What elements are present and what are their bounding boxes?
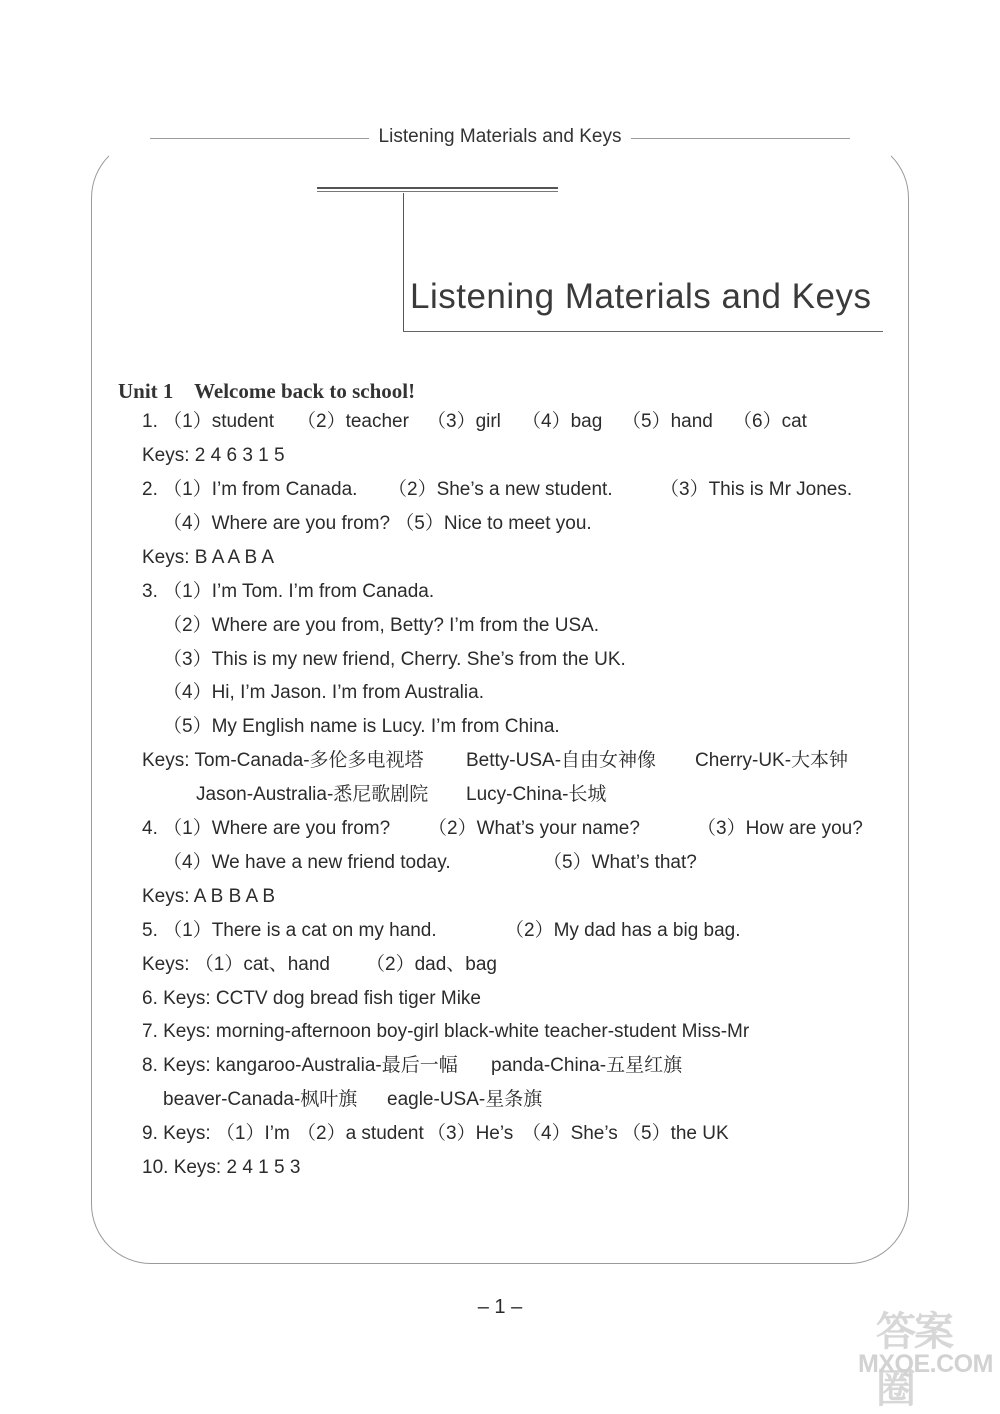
answer-line-13-segment-3: （3）How are you?: [697, 818, 863, 839]
unit-name: Welcome back to school!: [194, 379, 416, 403]
answer-line-12-segment-1: Jason-Australia-悉尼歌剧院: [196, 784, 429, 805]
watermark-url: MXQE.COM: [858, 1350, 993, 1378]
answer-line-20-segment-2: panda-China-五星红旗: [491, 1055, 683, 1076]
answer-line-22-segment-5: （5）the UK: [622, 1123, 729, 1144]
answer-line-22-segment-1: 9. Keys: （1）I’m: [142, 1123, 290, 1144]
answer-line-11-segment-1: Keys: Tom-Canada-多伦多电视塔: [142, 750, 424, 771]
title-decoration-bottom: [403, 331, 883, 332]
answer-line-22-segment-3: （3）He’s: [427, 1123, 514, 1144]
answer-line-4-segment-1: （4）Where are you from? （5）Nice to meet you.: [163, 513, 592, 534]
answer-line-1-segment-1: 1. （1）student: [142, 411, 275, 432]
answer-line-8-segment-1: （3）This is my new friend, Cherry. She’s from the UK.: [163, 649, 626, 670]
answer-line-17-segment-2: （2）dad、bag: [366, 954, 497, 975]
unit-heading: [118, 379, 415, 404]
answer-line-19-segment-1: 7. Keys: morning-afternoon boy-girl black-white teacher-student Miss-Mr: [142, 1021, 750, 1042]
page-header-title: Listening Materials and Keys: [378, 126, 622, 147]
answer-line-16-segment-1: 5. （1）There is a cat on my hand.: [142, 920, 437, 941]
answer-line-15-segment-1: Keys: A B B A B: [142, 886, 276, 907]
answer-line-13-segment-2: （2）What’s your name?: [428, 818, 640, 839]
answer-line-18-segment-1: 6. Keys: CCTV dog bread fish tiger Mike: [142, 988, 481, 1009]
section-title: Listening Materials and Keys: [410, 277, 872, 316]
answer-line-3-segment-1: 2. （1）I’m from Canada.: [142, 479, 358, 500]
answer-line-22-segment-4: （4）She’s: [522, 1123, 618, 1144]
answer-line-2-segment-1: Keys: 2 4 6 3 1 5: [142, 445, 285, 466]
title-decoration-vertical: [403, 193, 404, 332]
answer-line-14-segment-1: （4）We have a new friend today.: [163, 852, 451, 873]
answer-line-1-segment-2: （2）teacher: [297, 411, 409, 432]
answer-line-10-segment-1: （5）My English name is Lucy. I’m from China.: [163, 716, 560, 737]
answer-line-6-segment-1: 3. （1）I’m Tom. I’m from Canada.: [142, 581, 435, 602]
answer-line-1-segment-3: （3）girl: [427, 411, 501, 432]
answer-line-9-segment-1: （4）Hi, I’m Jason. I’m from Australia.: [163, 682, 484, 703]
answer-line-11-segment-3: Cherry-UK-大本钟: [695, 750, 849, 771]
watermark-text: 答案圈: [876, 1309, 952, 1412]
answer-line-1-segment-6: （6）cat: [733, 411, 807, 432]
answer-line-23-segment-1: 10. Keys: 2 4 1 5 3: [142, 1157, 301, 1178]
title-decoration-top-thin: [317, 191, 558, 192]
answer-line-17-segment-1: Keys: （1）cat、hand: [142, 954, 330, 975]
title-decoration-top-thick: [317, 187, 558, 189]
watermark-logo: [858, 1300, 993, 1412]
unit-label: Unit 1: [118, 379, 174, 403]
answer-line-12-segment-2: Lucy-China-长城: [466, 784, 607, 805]
answer-line-16-segment-2: （2）My dad has a big bag.: [505, 920, 741, 941]
answer-line-3-segment-3: （3）This is Mr Jones.: [660, 479, 853, 500]
answer-line-7-segment-1: （2）Where are you from, Betty? I’m from the USA.: [163, 615, 600, 636]
page-number: – 1 –: [477, 1296, 523, 1318]
answer-line-21-segment-1: beaver-Canada-枫叶旗: [163, 1089, 358, 1110]
answer-line-5-segment-1: Keys: B A A B A: [142, 547, 275, 568]
answer-line-3-segment-2: （2）She’s a new student.: [388, 479, 613, 500]
answer-line-22-segment-2: （2）a student: [297, 1123, 424, 1144]
answer-line-21-segment-2: eagle-USA-星条旗: [387, 1089, 543, 1110]
answer-line-14-segment-2: （5）What’s that?: [543, 852, 697, 873]
answer-line-13-segment-1: 4. （1）Where are you from?: [142, 818, 391, 839]
answer-line-1-segment-5: （5）hand: [622, 411, 713, 432]
answer-line-1-segment-4: （4）bag: [522, 411, 603, 432]
answer-line-20-segment-1: 8. Keys: kangaroo-Australia-最后一幅: [142, 1055, 458, 1076]
answer-line-11-segment-2: Betty-USA-自由女神像: [466, 750, 657, 771]
